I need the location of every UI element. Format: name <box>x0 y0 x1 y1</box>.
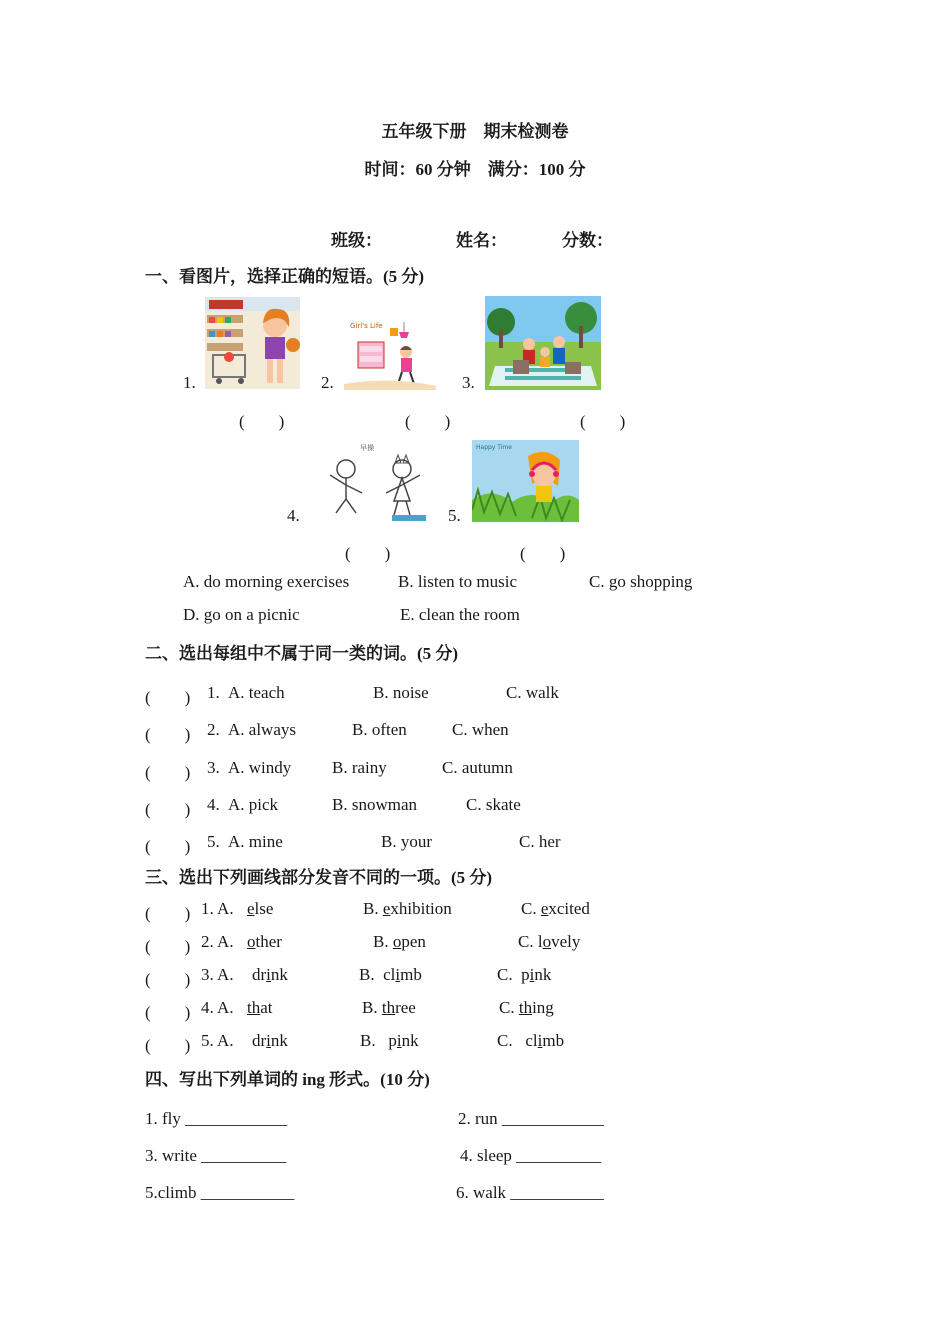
choice-a: drink <box>252 1031 288 1050</box>
choice-a: that <box>247 998 273 1017</box>
shopping-girl-picture <box>205 297 300 389</box>
picnic-picture <box>485 296 601 390</box>
choice-a: A. always <box>228 720 296 739</box>
choice-c: C. climb <box>497 1031 565 1050</box>
choice-a: else <box>247 899 274 918</box>
pic5-number: 5. <box>448 506 461 525</box>
exam-info: 时间：60 分钟 满分：100 分 <box>364 160 586 179</box>
pic4-caption: 早操 <box>360 444 374 452</box>
listening-music-picture <box>472 440 579 522</box>
option-c: C. go shopping <box>589 572 693 591</box>
choice-b: B. snowman <box>332 795 417 814</box>
option-e: E. clean the room <box>400 605 520 624</box>
score-label: 分数： <box>562 231 613 250</box>
ing-item-1[interactable]: 1. fly ____________ <box>145 1109 288 1128</box>
pic2-caption: Girl's Life <box>350 322 383 330</box>
answer-paren[interactable]: ( ) <box>145 970 191 989</box>
answer-paren[interactable]: ( ) <box>145 1036 191 1055</box>
choice-a: A. teach <box>228 683 285 702</box>
ing-item-5[interactable]: 5.climb ___________ <box>145 1183 295 1202</box>
choice-b: B. exhibition <box>363 899 452 918</box>
choice-a: A. pick <box>228 795 279 814</box>
pic5-answer[interactable]: ( ) <box>520 544 566 563</box>
section2-heading: 二、选出每组中不属于同一类的词。(5 分) <box>145 644 459 663</box>
pic3-number: 3. <box>462 373 475 392</box>
item-number: 4. <box>207 795 220 814</box>
choice-a: drink <box>252 965 288 984</box>
pic3-answer[interactable]: ( ) <box>580 412 626 431</box>
answer-paren[interactable]: ( ) <box>145 937 191 956</box>
choice-c: C. lovely <box>518 932 581 951</box>
answer-paren[interactable]: ( ) <box>145 800 191 819</box>
item-number: 3. <box>207 758 220 777</box>
answer-paren[interactable]: ( ) <box>145 904 191 923</box>
choice-a: A. mine <box>228 832 283 851</box>
answer-paren[interactable]: ( ) <box>145 1003 191 1022</box>
item-number: 5. A. <box>201 1031 234 1050</box>
choice-c: C. skate <box>466 795 521 814</box>
choice-c: C. pink <box>497 965 552 984</box>
ing-item-2[interactable]: 2. run ____________ <box>458 1109 604 1128</box>
choice-c: C. walk <box>506 683 559 702</box>
option-a: A. do morning exercises <box>183 572 350 591</box>
choice-a: other <box>247 932 282 951</box>
pic4-number: 4. <box>287 506 300 525</box>
ing-item-3[interactable]: 3. write __________ <box>145 1146 287 1165</box>
item-number: 4. A. <box>201 998 234 1017</box>
choice-c: C. when <box>452 720 509 739</box>
item-number: 1. A. <box>201 899 234 918</box>
choice-b: B. often <box>352 720 407 739</box>
answer-paren[interactable]: ( ) <box>145 688 191 707</box>
answer-paren[interactable]: ( ) <box>145 763 191 782</box>
item-number: 2. <box>207 720 220 739</box>
pic4-answer[interactable]: ( ) <box>345 544 391 563</box>
ing-item-6[interactable]: 6. walk ___________ <box>456 1183 604 1202</box>
morning-exercises-picture <box>316 441 432 523</box>
option-d: D. go on a picnic <box>183 605 300 624</box>
pic2-answer[interactable]: ( ) <box>405 412 451 431</box>
ing-item-4[interactable]: 4. sleep __________ <box>460 1146 602 1165</box>
item-number: 1. <box>207 683 220 702</box>
class-label: 班级： <box>331 231 382 250</box>
cleaning-room-picture <box>344 318 436 390</box>
option-b: B. listen to music <box>398 572 517 591</box>
pic1-number: 1. <box>183 373 196 392</box>
choice-b: B. rainy <box>332 758 387 777</box>
pic2-number: 2. <box>321 373 334 392</box>
name-label: 姓名： <box>456 231 507 250</box>
choice-b: B. pink <box>360 1031 419 1050</box>
item-number: 2. A. <box>201 932 234 951</box>
choice-c: C. her <box>519 832 561 851</box>
section1-heading: 一、看图片，选择正确的短语。(5 分) <box>145 267 425 286</box>
section3-heading: 三、选出下列画线部分发音不同的一项。(5 分) <box>145 868 493 887</box>
choice-c: C. thing <box>499 998 554 1017</box>
item-number: 3. A. <box>201 965 234 984</box>
choice-c: C. excited <box>521 899 590 918</box>
choice-a: A. windy <box>228 758 292 777</box>
page-title: 五年级下册 期末检测卷 <box>381 122 569 141</box>
pic5-caption: Happy Time <box>476 444 512 451</box>
choice-b: B. your <box>381 832 432 851</box>
section4-heading: 四、写出下列单词的 ing 形式。(10 分) <box>145 1070 430 1089</box>
choice-b: B. three <box>362 998 416 1017</box>
answer-paren[interactable]: ( ) <box>145 837 191 856</box>
choice-c: C. autumn <box>442 758 513 777</box>
pic1-answer[interactable]: ( ) <box>239 412 285 431</box>
answer-paren[interactable]: ( ) <box>145 725 191 744</box>
choice-b: B. open <box>373 932 426 951</box>
item-number: 5. <box>207 832 220 851</box>
choice-b: B. noise <box>373 683 429 702</box>
choice-b: B. climb <box>359 965 422 984</box>
